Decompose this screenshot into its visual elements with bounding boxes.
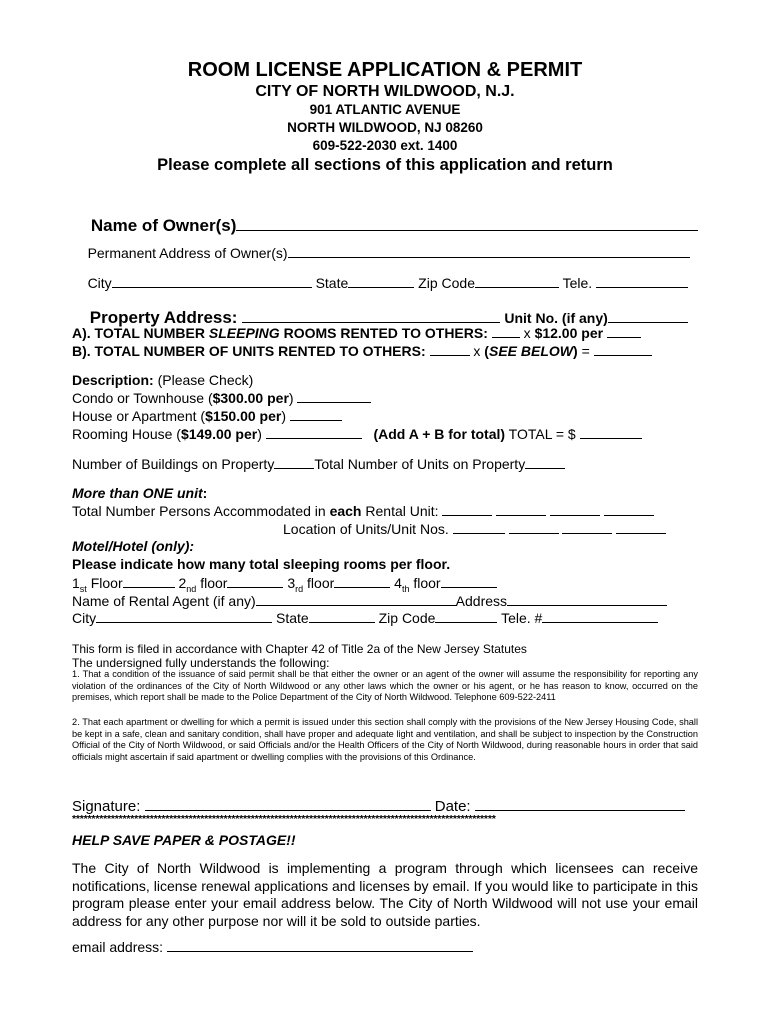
agent-address-field[interactable] [507, 592, 667, 606]
multi-unit-heading-row: More than ONE unit: [72, 485, 208, 501]
owner-tele-field[interactable] [596, 274, 688, 288]
location-field-3[interactable] [562, 520, 612, 534]
agent-row [72, 592, 698, 610]
floor-4-field[interactable] [441, 574, 497, 588]
agent-state-field[interactable] [309, 609, 375, 623]
total-a-rate: $12.00 per [534, 325, 604, 341]
persons-prefix: Total Number Persons Accommodated in [72, 503, 330, 519]
total-a-suffix: ROOMS RENTED TO OTHERS: [279, 325, 488, 341]
add-total-label: (Add A + B for total) [373, 426, 506, 442]
floor-4-word: floor [413, 575, 441, 591]
floor-1-word: Floor [90, 575, 123, 591]
buildings-label: Number of Buildings on Property [72, 456, 275, 472]
agent-zip-label: Zip Code [378, 610, 436, 626]
agent-state-label: State [276, 610, 309, 626]
buildings-row [72, 455, 698, 473]
description-label: Description: [72, 372, 154, 388]
units-on-property-label: Total Number of Units on Property [314, 456, 526, 472]
rooming-row[interactable]: Rooming House ($149.00 per) (Add A + B for total) TOTAL = $ [72, 425, 698, 443]
total-a-prefix: A). TOTAL NUMBER [72, 325, 209, 341]
unit-no-label: Unit No. (if any) [504, 310, 608, 326]
legal-item-1: 1. That a condition of the issuance of said permit shall be that either the owner or an agent of the owner will assume the responsibility for reporting any violation of the ordinances of the City of North Wildwood or any other laws which the owner or his agent, or he has reason to know, occurred on the premises, which report shall be made to the Police Department of the City of North Wildwood. Telephone 609-522-2411 [72, 669, 698, 703]
persons-each: each [329, 503, 362, 519]
condo-check-field[interactable] [297, 389, 371, 403]
separator-stars: ************************************************************************************************************* [72, 813, 496, 825]
condo-label: Condo or Townhouse ( [72, 390, 213, 406]
owner-state-label: State [315, 275, 349, 291]
house-rate: $150.00 per [205, 408, 282, 424]
floor-3-word: floor [307, 575, 335, 591]
total-a-times: x [523, 325, 531, 341]
owner-name-label: Name of Owner(s) [90, 216, 237, 235]
email-label: email address: [72, 939, 164, 955]
owner-address-field[interactable] [288, 244, 690, 258]
form-title: ROOM LICENSE APPLICATION & PERMIT [187, 59, 583, 81]
floor-3-suffix: rd [295, 583, 304, 594]
floor-1-suffix: st [79, 583, 87, 594]
signature-label: Signature: [72, 798, 141, 815]
unit-no-field[interactable] [608, 309, 688, 323]
floor-2-suffix: nd [186, 583, 197, 594]
signature-field[interactable] [145, 796, 431, 811]
total-b-row: B). TOTAL NUMBER OF UNITS RENTED TO OTHERS: x (SEE BELOW) = [72, 342, 698, 360]
house-label: House or Apartment ( [72, 408, 206, 424]
office-address-line2: NORTH WILDWOOD, NJ 08260 [287, 120, 483, 135]
email-row [72, 938, 698, 956]
agent-city-row [72, 609, 698, 627]
email-program-text: The City of North Wildwood is implementing a program through which licensees can receive notifications, license renewal applications and licenses by email. If you would like to participate in this program please enter your email address below. The City of North Wildwood will not use your email address for any other purpose nor will it be sold to outside parties. [72, 860, 698, 929]
floor-3-field[interactable] [334, 574, 390, 588]
description-row [72, 372, 698, 389]
property-address-field[interactable] [242, 309, 500, 323]
total-a-row [72, 324, 698, 342]
agent-field[interactable] [256, 592, 456, 606]
owner-city-field[interactable] [112, 274, 312, 288]
persons-field-4[interactable] [604, 502, 654, 516]
agent-label: Name of Rental Agent (if any) [72, 593, 256, 609]
total-a-sleeping: SLEEPING [208, 325, 280, 341]
owner-address-label: Permanent Address of Owner(s) [87, 245, 288, 261]
agent-tele-label: Tele. # [501, 610, 543, 626]
total-b-eq: = [581, 343, 590, 359]
condo-row[interactable]: Condo or Townhouse ($300.00 per) [72, 389, 698, 407]
owner-zip-label: Zip Code [418, 275, 475, 291]
total-b-field[interactable] [430, 342, 470, 356]
owner-city-label: City [87, 275, 112, 291]
owner-zip-field[interactable] [475, 274, 559, 288]
persons-row [72, 502, 698, 520]
location-row [72, 520, 698, 538]
floor-1-num: 1 [72, 575, 80, 591]
motel-instruction: Please indicate how many total sleeping rooms per floor. [72, 556, 451, 572]
units-on-property-field[interactable] [525, 455, 565, 469]
city-heading: CITY OF NORTH WILDWOOD, N.J. [255, 83, 515, 100]
rooming-rate: $149.00 per [180, 426, 258, 442]
floor-3-num: 3 [287, 575, 296, 591]
email-field[interactable] [167, 938, 473, 952]
persons-field-2[interactable] [496, 502, 546, 516]
floor-4-suffix: th [401, 583, 410, 594]
location-label: Location of Units/Unit Nos. [283, 521, 449, 537]
total-b-text: B). TOTAL NUMBER OF UNITS RENTED TO OTHERS: [72, 343, 426, 359]
floor-1 [72, 575, 123, 594]
location-field-2[interactable] [509, 520, 559, 534]
total-b-see-below: SEE BELOW [488, 343, 573, 359]
location-field-1[interactable] [453, 520, 505, 534]
legal-item-2: 2. That each apartment or dwelling for which a permit is issued under this section shall comply with the provisions of the New Jersey Housing Code, shall be kept in a safe, clean and sanitary condition, shall have proper and adequate light and ventilation, and shall be subject to inspection by the Construction Official of the City of North Wildwood, or said Officials and/or the Health Officers of the City of North Wildwood, during reasonable hours in order that said officials might ascertain if said apartment or dwelling complies with the provisions of this Ordinance. [72, 717, 698, 762]
floor-2-num: 2 [178, 575, 187, 591]
condo-rate: $300.00 per [212, 390, 289, 406]
floor-1-field[interactable] [123, 574, 175, 588]
persons-suffix: Rental Unit: [361, 503, 439, 519]
house-row[interactable]: House or Apartment ($150.00 per) [72, 407, 698, 425]
total-b-amount-field[interactable] [594, 342, 652, 356]
total-amount-field[interactable] [580, 425, 642, 439]
total-b-times: x [473, 343, 481, 359]
floor-3 [287, 575, 335, 594]
total-a-field[interactable] [492, 324, 520, 338]
rooming-check-field[interactable] [266, 425, 362, 439]
floor-2-field[interactable] [227, 574, 283, 588]
agent-tele-field[interactable] [542, 609, 658, 623]
date-field[interactable] [475, 796, 685, 811]
buildings-field[interactable] [274, 455, 314, 469]
office-address-line1: 901 ATLANTIC AVENUE [309, 102, 461, 117]
agent-city-field[interactable] [96, 609, 272, 623]
location-field-4[interactable] [616, 520, 666, 534]
property-address-label: Property Address: [89, 308, 238, 327]
agent-zip-field[interactable] [435, 609, 497, 623]
floor-4-num: 4 [394, 575, 402, 591]
multi-unit-heading: More than ONE unit [72, 485, 203, 501]
understands-statement: The undersigned fully understands the following: [72, 656, 330, 670]
persons-field-1[interactable] [442, 502, 492, 516]
chapter-statement: This form is filed in accordance with Chapter 42 of Title 2a of the New Jersey Statutes [72, 642, 527, 656]
total-a-amount-field[interactable] [607, 324, 641, 338]
agent-city-label: City [72, 610, 97, 626]
total-label: TOTAL = $ [508, 426, 576, 442]
house-check-field[interactable] [290, 407, 342, 421]
email-heading: HELP SAVE PAPER & POSTAGE!! [72, 832, 296, 848]
description-note: (Please Check) [153, 372, 254, 388]
rooming-label: Rooming House ( [72, 426, 181, 442]
persons-field-3[interactable] [550, 502, 600, 516]
instructions-heading: Please complete all sections of this application and return [157, 156, 613, 174]
floor-4 [394, 575, 441, 594]
office-phone: 609-522-2030 ext. 1400 [312, 138, 458, 153]
motel-heading: Motel/Hotel (only): [72, 538, 195, 554]
floor-2 [178, 575, 228, 594]
owner-state-field[interactable] [348, 274, 414, 288]
agent-address-label: Address [455, 593, 508, 609]
date-label: Date: [434, 798, 471, 815]
owner-tele-label: Tele. [562, 275, 593, 291]
floor-2-word: floor [200, 575, 228, 591]
